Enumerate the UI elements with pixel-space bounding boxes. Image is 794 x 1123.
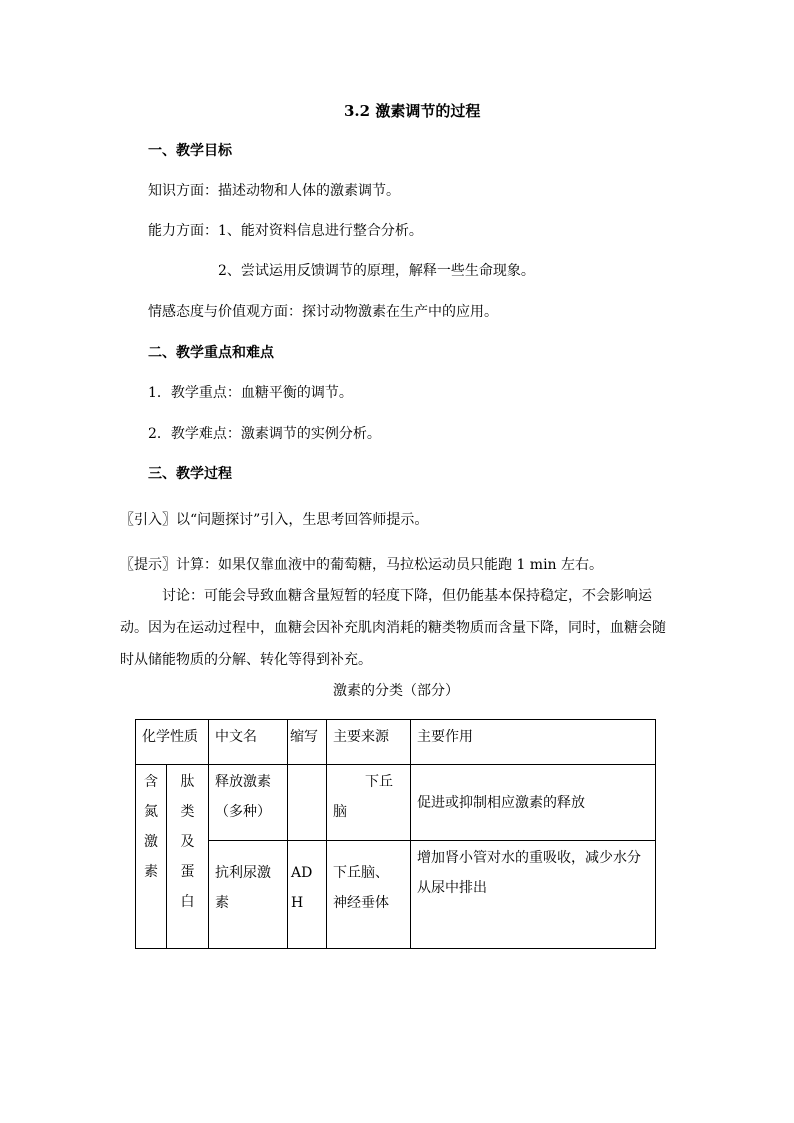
- hint-paragraph: 〖提示〗计算：如果仅靠血液中的葡萄糖，马拉松运动员只能跑 1 min 左右。: [120, 557, 604, 573]
- discussion-line-1: 讨论：可能会导致血糖含量短暂的轻度下降，但仍能基本保持稳定，不会影响运: [162, 588, 652, 604]
- group-label-peptide-protein: 肽 类 及 蛋 白: [180, 774, 195, 911]
- group-label-nitrogenous: 含 氮 激 素: [144, 774, 158, 881]
- section-heading-goals: 一、教学目标: [148, 143, 232, 159]
- hormone-name: 抗利尿激 素: [215, 864, 271, 911]
- table-row: [136, 765, 656, 840]
- header-chemical-nature: 化学性质: [142, 729, 198, 745]
- goal-knowledge: 知识方面：描述动物和人体的激素调节。: [148, 183, 400, 199]
- section-heading-key-points: 二、教学重点和难点: [148, 345, 274, 361]
- goal-ability-1: 能力方面：1、能对资料信息进行整合分析。: [148, 223, 423, 239]
- hormone-name: 释放激素 （多种）: [215, 774, 271, 821]
- header-main-source: 主要来源: [333, 729, 389, 745]
- discussion-line-3: 时从储能物质的分解、转化等得到补充。: [120, 652, 372, 668]
- table-row: [136, 840, 656, 948]
- header-chinese-name: 中文名: [215, 729, 257, 745]
- goal-ability-2: 2、尝试运用反馈调节的原理，解释一些生命现象。: [218, 263, 535, 279]
- section-heading-process: 三、教学过程: [148, 466, 232, 482]
- page-title: 3.2 激素调节的过程: [344, 102, 481, 120]
- difficulty-point: 2．教学难点：激素调节的实例分析。: [148, 426, 381, 442]
- header-main-function: 主要作用: [417, 729, 473, 745]
- hormone-source: 下丘脑、 神经垂体: [333, 864, 389, 911]
- intro-paragraph: 〖引入〗以“问题探讨”引入，生思考回答师提示。: [120, 512, 429, 528]
- discussion-line-2: 动。因为在运动过程中，血糖会因补充肌肉消耗的糖类物质而含量下降，同时，血糖会随: [120, 620, 666, 636]
- hormone-abbreviation: [288, 765, 326, 767]
- hormone-function: 促进或抑制相应激素的释放: [417, 795, 585, 812]
- table-caption: 激素的分类（部分）: [333, 683, 459, 699]
- table-header-row: [136, 720, 656, 765]
- hormone-abbreviation: AD H: [291, 864, 313, 911]
- hormone-source: 下丘 脑: [333, 774, 393, 821]
- header-abbreviation: 缩写: [290, 729, 318, 745]
- hormone-classification-table: [135, 719, 656, 949]
- goal-emotion: 情感态度与价值观方面：探讨动物激素在生产中的应用。: [148, 304, 498, 320]
- key-point: 1．教学重点：血糖平衡的调节。: [148, 385, 353, 401]
- hormone-function: 增加肾小管对水的重吸收，减少水分 从尿中排出: [417, 849, 641, 896]
